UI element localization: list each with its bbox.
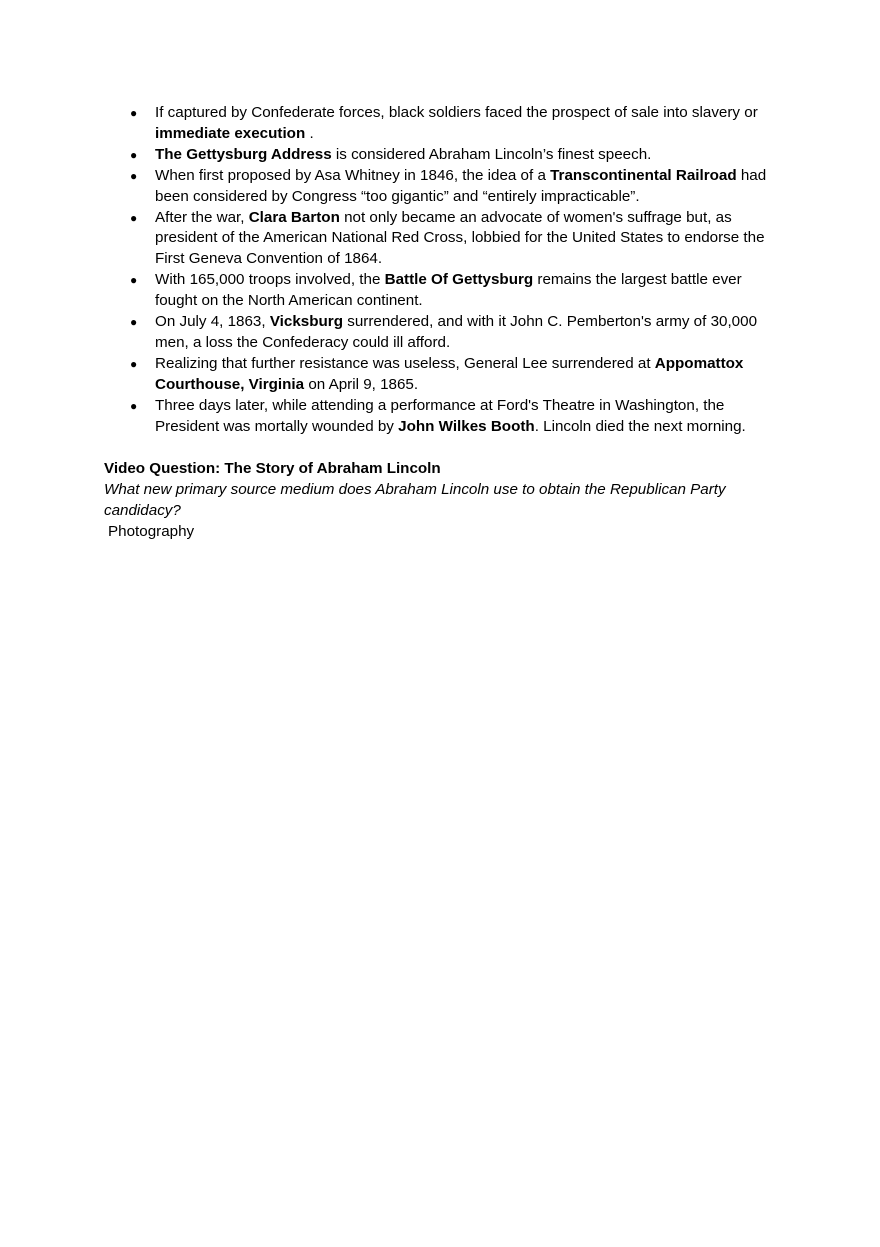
bullet-bold-term: Appomattox Courthouse, Virginia — [155, 354, 744, 393]
bullet-text: After the war, — [155, 208, 249, 226]
bullet-text: Three days later, while attending a performance at Ford's Theatre in Washington, the President was mortally wounded by — [155, 396, 725, 435]
video-question-prompt: What new primary source medium does Abraham Lincoln use to obtain the Republican Party candidacy? — [104, 480, 726, 519]
bullet-text: With 165,000 troops involved, the — [155, 271, 385, 289]
bullet-bold-term: immediate execution — [155, 124, 306, 142]
bullet-text: had been considered by Congress “too gigantic” and “entirely impracticable”. — [155, 166, 767, 205]
bullet-text: . Lincoln died the next morning. — [534, 417, 746, 435]
bullet-text: On July 4, 1863, — [155, 313, 270, 331]
video-question-answer: Photography — [108, 522, 195, 540]
bullet-item — [104, 354, 784, 396]
bullet-item — [104, 145, 784, 166]
video-question-title: Video Question: The Story of Abraham Lincoln — [104, 460, 441, 477]
fact-bullet-list — [104, 103, 784, 438]
bullet-text: is considered Abraham Lincoln’s finest speech. — [331, 145, 652, 163]
bullet-bold-term: The Gettysburg Address — [155, 145, 332, 163]
bullet-dot-icon: ● — [130, 147, 138, 162]
bullet-bold-term: Clara Barton — [248, 208, 340, 226]
bullet-dot-icon: ● — [130, 106, 138, 120]
bullet-text: When first proposed by Asa Whitney in 1846, the idea of a — [155, 166, 551, 184]
bullet-dot-icon: ● — [130, 168, 138, 183]
bullet-dot-icon: ● — [130, 273, 138, 288]
bullet-text: remains the largest battle ever fought on the North American continent. — [155, 271, 742, 310]
bullet-text: on April 9, 1865. — [304, 375, 419, 393]
bullet-item — [104, 103, 784, 145]
bullet-dot-icon: ● — [130, 210, 138, 225]
bullet-dot-icon: ● — [130, 315, 138, 330]
bullet-text: not only became an advocate of women's suffrage but, as president of the American National Red Cross, lobbied for the United States to endorse the First Geneva Convention of 1864. — [155, 208, 765, 268]
bullet-bold-term: John Wilkes Booth — [398, 417, 535, 435]
bullet-text: If captured by Confederate forces, black soldiers faced the prospect of sale into slavery or — [155, 104, 758, 121]
bullet-item — [104, 166, 784, 208]
bullet-dot-icon: ● — [130, 356, 138, 371]
bullet-item — [104, 396, 784, 438]
bullet-text: surrendered, and with it John C. Pemberton's army of 30,000 men, a loss the Confederacy could ill afford. — [155, 313, 758, 351]
bullet-bold-term: Battle Of Gettysburg — [384, 271, 534, 289]
bullet-item — [104, 312, 784, 354]
bullet-dot-icon: ● — [130, 398, 138, 413]
bullet-item — [104, 208, 784, 271]
bullet-item — [104, 270, 784, 312]
video-question-section — [104, 459, 784, 543]
bullet-text: . — [305, 124, 314, 142]
bullet-text: Realizing that further resistance was useless, General Lee surrendered at — [155, 354, 655, 372]
bullet-bold-term: Transcontinental Railroad — [550, 166, 737, 184]
bullet-bold-term: Vicksburg — [269, 313, 343, 331]
